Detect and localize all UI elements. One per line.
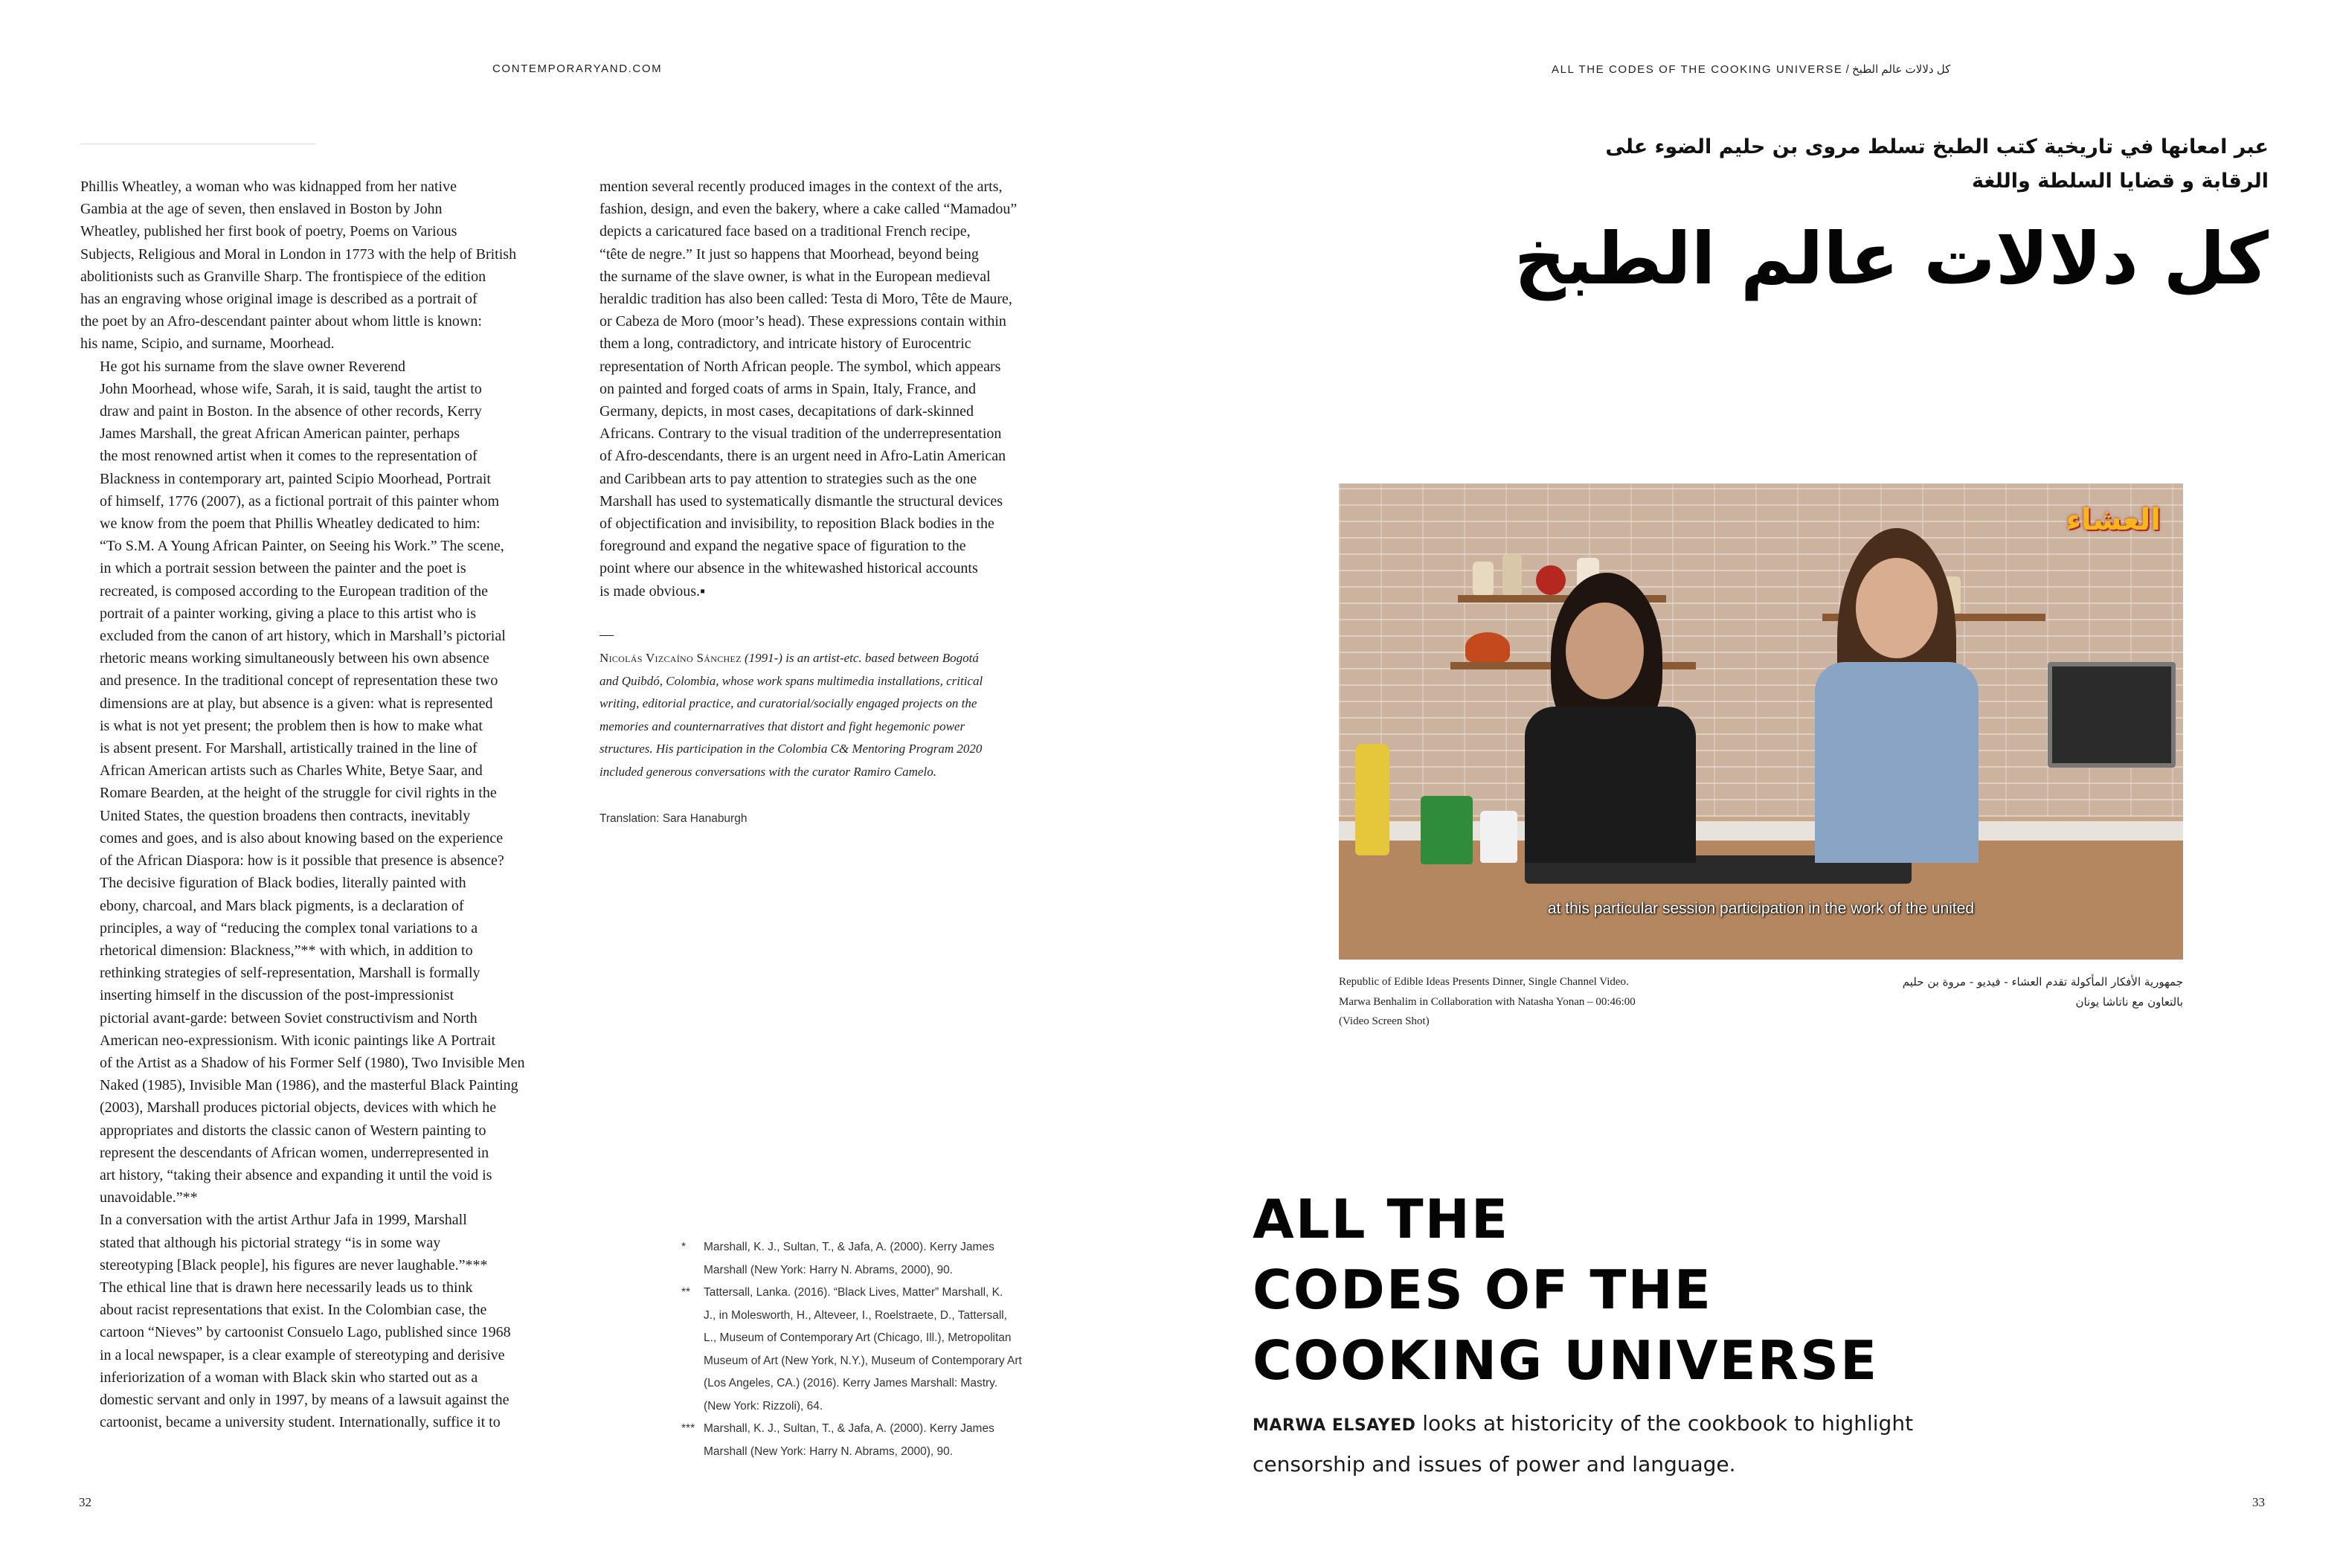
footnote-line: (Los Angeles, CA.) (2016). Kerry James Marshall: Mastry. [704,1377,998,1389]
jar [1502,554,1522,595]
bio-line: memories and counternarratives that distort and fight hegemonic power [600,719,965,733]
torso [1525,707,1696,863]
deck-line: censorship and issues of power and language. [1253,1452,1736,1477]
text-line: and Caribbean arts to pay attention to strategies such as the one [600,470,977,487]
text-line: Naked (1985), Invisible Man (1986), and the masterful Black Painting [100,1077,518,1094]
footnote-mark: *** [681,1422,695,1435]
text-line: on painted and forged coats of arms in Spain, Italy, France, and [600,380,976,397]
text-line: inserting himself in the discussion of the post-impressionist [100,987,454,1004]
text-line: stereotyping [Black people], his figures are never laughable.”*** [100,1256,488,1273]
caption-line: بالتعاون مع ناتاشا يونان [2075,995,2183,1009]
caption-line: (Video Screen Shot) [1339,1015,1430,1027]
text-line: excluded from the canon of art history, which in Marshall’s pictorial [100,628,506,645]
title-line: ALL THE [1253,1188,1510,1250]
text-line: is made obvious.▪ [600,582,706,600]
text-line: principles, a way of “reducing the complex tonal variations to a [100,919,478,936]
article-deck [1253,1404,1913,1484]
text-line: draw and paint in Boston. In the absence of other records, Kerry [100,403,482,420]
page-number-right: 33 [2252,1495,2265,1509]
body-column-1 [80,176,586,1433]
text-line: rethinking strategies of self-representation, Marshall is formally [100,965,480,982]
body-paragraph [600,176,1105,603]
jar [1465,632,1510,662]
torso [1815,662,1979,863]
text-line: Subjects, Religious and Moral in London in 1773 with the help of British [80,245,517,263]
text-line: in which a portrait session between the painter and the poet is [100,560,466,577]
text-line: portrait of a painter working, giving a place to this artist who is [100,605,476,622]
arabic-title: كل دلالات عالم الطبخ [1514,217,2269,301]
bio-author-name: Nicolás Vizcaíno Sánchez [600,651,742,665]
text-line: stated that although his pictorial strategy “is in some way [100,1234,441,1251]
footnotes [681,1236,1128,1463]
bio-dash: — [600,627,614,643]
text-line: inferiorization of a woman with Black skin who started out as a [100,1369,478,1386]
text-line: heraldic tradition has also been called: Testa di Moro, Tête de Maure, [600,291,1012,308]
footnote-line: J., in Molesworth, H., Alteveer, I., Roelstraete, D., Tattersall, [704,1308,1008,1322]
text-line: we know from the poem that Phillis Wheatley dedicated to him: [100,515,480,533]
text-line: American neo-expressionism. With iconic paintings like A Portrait [100,1032,496,1049]
text-line: and presence. In the traditional concept of representation these two [100,672,498,690]
footnote [681,1236,1128,1282]
caption-line: Republic of Edible Ideas Presents Dinner, Single Channel Video. [1339,976,1629,988]
bio-text: (1991-) is an artist-etc. based between Bogotá [741,651,979,665]
bio-line [600,647,1105,670]
text-line: comes and goes, and is also about knowing based on the experience [100,829,504,846]
body-column-2 [600,176,1105,603]
text-line: In a conversation with the artist Arthur Jafa in 1999, Marshall [100,1212,467,1229]
arabic-subtitle-line: عبر امعانها في تاريخية كتب الطبخ تسلط مروى بن حليم الضوء على [1605,135,2269,158]
footnote-mark: ** [681,1286,691,1299]
page-number-left: 32 [79,1495,91,1509]
text-line: his name, Scipio, and surname, Moorhead. [80,335,335,353]
text-line: has an engraving whose original image is described as a portrait of [80,291,478,308]
text-line: or Cabeza de Moro (moor’s head). These expressions contain within [600,313,1006,330]
text-line: rhetorical dimension: Blackness,”** with which, in addition to [100,942,473,959]
footnote [681,1282,1128,1418]
text-line: Romare Bearden, at the height of the struggle for civil rights in the [100,785,497,802]
text-line: Blackness in contemporary art, painted Scipio Moorhead, Portrait [100,470,491,487]
text-line: abolitionists such as Granville Sharp. The frontispiece of the edition [80,268,486,285]
photo-caption-en [1339,972,1755,1032]
text-line: represent the descendants of African women, underrepresented in [100,1144,489,1161]
title-line: COOKING UNIVERSE [1253,1329,1879,1392]
text-line: representation of North African people. The symbol, which appears [600,358,1001,375]
text-line: is absent present. For Marshall, artistically trained in the line of [100,740,478,757]
text-line: unavoidable.”** [100,1189,198,1206]
text-line: the poet by an Afro-descendant painter about whom little is known: [80,313,482,330]
text-line: in a local newspaper, is a clear example of stereotyping and derisive [100,1346,505,1363]
video-subtitle: at this particular session participation in the work of the united [1547,900,1975,917]
footnote-line: Marshall (New York: Harry N. Abrams, 2000), 90. [704,1445,954,1458]
text-line: Marshall has used to systematically dismantle the structural devices [600,492,1003,510]
text-line: appropriates and distorts the classic canon of Western painting to [100,1122,486,1139]
text-line: James Marshall, the great African American painter, perhaps [100,425,460,443]
english-title [1253,1184,1878,1396]
text-line: “tête de negre.” It just so happens that Moorhead, beyond being [600,245,979,263]
bio-line: included generous conversations with the curator Ramiro Camelo. [600,764,936,779]
text-line: (2003), Marshall produces pictorial objects, devices with which he [100,1099,497,1116]
footnote [681,1418,1128,1463]
text-line: of Afro-descendants, there is an urgent need in Afro-Latin American [600,448,1006,465]
text-line: Wheatley, published her first book of poetry, Poems on Various [80,223,457,240]
footnote-line: Museum of Art (New York, N.Y.), Museum of Contemporary Art [704,1354,1022,1367]
deck-text: looks at historicity of the cookbook to highlight [1415,1411,1914,1436]
text-line: The ethical line that is drawn here necessarily leads us to think [100,1279,473,1296]
text-line: is what is not yet present; the problem then is how to make what [100,717,483,734]
video-still-image [1339,483,2183,960]
bio-line: writing, editorial practice, and curatorial/socially engaged projects on the [600,696,977,710]
title-line: CODES OF THE [1253,1259,1712,1321]
running-head-left: CONTEMPORARYAND.COM [492,62,663,75]
text-line: of the Artist as a Shadow of his Former Self (1980), Two Invisible Men [100,1054,525,1071]
text-line: He got his surname from the slave owner Reverend [100,358,405,375]
face [1566,603,1644,699]
bio-line: structures. His participation in the Colombia C& Mentoring Program 2020 [600,742,983,756]
text-line: point where our absence in the whitewashed historical accounts [600,560,978,577]
translation-credit: Translation: Sara Hanaburgh [600,812,748,825]
body-paragraph [80,872,586,1209]
text-line: cartoon “Nieves” by cartoonist Consuelo Lago, published since 1968 [100,1324,511,1341]
product-box [1421,796,1473,864]
footnote-mark: * [681,1241,687,1253]
arabic-subtitle [1605,130,2269,199]
jar [1536,565,1566,595]
text-line: Africans. Contrary to the visual tradition of the underrepresentation [600,425,1002,443]
text-line: about racist representations that exist. In the Colombian case, the [100,1302,487,1319]
caption-line: جمهورية الأفكار المأكولة تقدم العشاء - فيديو - مروة بن حليم [1902,975,2183,989]
text-line: The decisive figuration of Black bodies, literally painted with [100,875,466,892]
text-line: ebony, charcoal, and Mars black pigments, is a declaration of [100,897,464,914]
text-line: of objectification and invisibility, to reposition Black bodies in the [600,515,994,533]
footnote-line: Marshall, K. J., Sultan, T., & Jafa, A. (2000). Kerry James [704,1422,994,1435]
text-line: cartoonist, became a university student. Internationally, suffice it to [100,1414,501,1431]
text-line: Gambia at the age of seven, then enslaved in Boston by John [80,201,443,218]
arabic-subtitle-line: الرقابة و قضايا السلطة واللغة [1972,170,2269,193]
jar [1473,562,1494,595]
text-line: them a long, contradictory, and intricate history of Eurocentric [600,335,971,353]
product-tin [1480,811,1517,863]
text-line: fashion, design, and even the bakery, where a cake called “Mamadou” [600,201,1018,218]
footnote-line: Marshall (New York: Harry N. Abrams, 2000), 90. [704,1263,954,1276]
text-line: rhetoric means working simultaneously between his own absence [100,650,489,667]
bio-line: and Quibdó, Colombia, whose work spans multimedia installations, critical [600,673,983,688]
text-line: John Moorhead, whose wife, Sarah, it is said, taught the artist to [100,380,482,397]
text-line: of himself, 1776 (2007), as a fictional portrait of this painter whom [100,492,500,510]
text-line: art history, “taking their absence and expanding it until the void is [100,1166,492,1183]
text-line: the most renowned artist when it comes to the representation of [100,448,478,465]
body-paragraph [80,176,586,356]
author-bio [600,647,1105,783]
microwave [2048,662,2176,768]
text-line: of the African Diaspora: how is it possible that presence is absence? [100,852,504,870]
footnote-line: (New York: Rizzoli), 64. [704,1399,823,1413]
text-line: Germany, depicts, in most cases, decapitations of dark-skinned [600,403,974,420]
text-line: Phillis Wheatley, a woman who was kidnapped from her native [80,179,457,195]
text-line: foreground and expand the negative space of figuration to the [600,538,966,555]
video-overlay-logo: العشاء [2066,503,2161,537]
face [1856,558,1938,658]
caption-line: Marwa Benhalim in Collaboration with Natasha Yonan – 00:46:00 [1339,995,1636,1008]
text-line: the surname of the slave owner, is what in the European medieval [600,268,991,285]
running-head-right: كل دلالات عالم الطبخ / ALL THE CODES OF THE COOKING UNIVERSE [1552,63,1951,76]
text-line: pictorial avant-garde: between Soviet constructivism and North [100,1009,478,1026]
footnote-line: Tattersall, Lanka. (2016). “Black Lives, Matter” Marshall, K. [704,1286,1003,1299]
deck-line [1253,1404,1913,1445]
footnote-line: Marshall, K. J., Sultan, T., & Jafa, A. (2000). Kerry James [704,1241,994,1253]
deck-author: MARWA ELSAYED [1253,1416,1416,1435]
text-line: domestic servant and only in 1997, by means of a lawsuit against the [100,1391,510,1408]
body-paragraph [80,356,586,873]
text-line: dimensions are at play, but absence is a given: what is represented [100,695,493,712]
text-line: United States, the question broadens then contracts, inevitably [100,807,471,824]
footnote-line: L., Museum of Contemporary Art (Chicago, Ill.), Metropolitan [704,1331,1012,1344]
text-line: mention several recently produced images in the context of the arts, [600,179,1003,195]
photo-caption-ar [1767,972,2183,1012]
text-line: recreated, is composed according to the European tradition of the [100,582,489,600]
text-line: “To S.M. A Young African Painter, on Seeing his Work.” The scene, [100,538,504,555]
oil-bottle [1355,744,1389,855]
text-line: African American artists such as Charles White, Betye Saar, and [100,762,483,780]
text-line: depicts a caricatured face based on a traditional French recipe, [600,223,971,240]
body-paragraph [80,1209,586,1433]
